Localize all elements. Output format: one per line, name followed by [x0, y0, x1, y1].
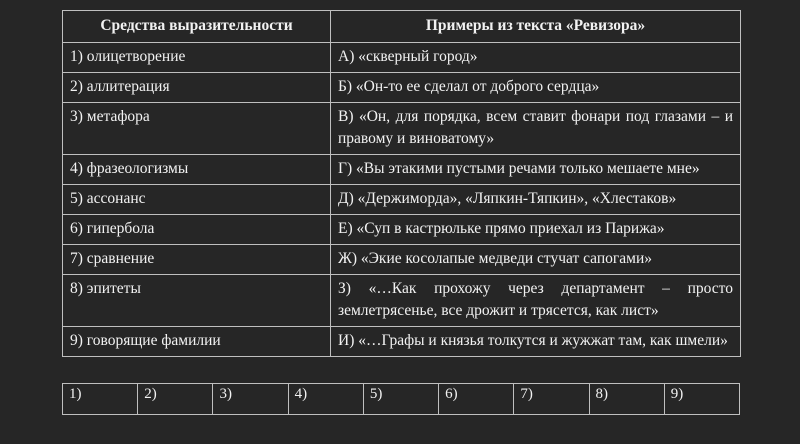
example-cell: Б) «Он-то ее сделал от доброго сердца»: [331, 73, 741, 103]
answer-cell-2[interactable]: 2): [138, 384, 213, 415]
example-cell: Ж) «Экие косолапые медведи стучат сапогами»: [331, 245, 741, 275]
example-cell: А) «скверный город»: [331, 43, 741, 73]
answer-grid: [62, 383, 740, 415]
table-header-row: [63, 11, 741, 43]
table-row: [63, 215, 741, 245]
term-cell: 1) олицетворение: [63, 43, 331, 73]
answer-cell-5[interactable]: 5): [363, 384, 438, 415]
table-row: [63, 245, 741, 275]
term-cell: 7) сравнение: [63, 245, 331, 275]
term-cell: 6) гипербола: [63, 215, 331, 245]
table-row: [63, 327, 741, 357]
table-row: [63, 103, 741, 155]
term-cell: 2) аллитерация: [63, 73, 331, 103]
term-cell: 9) говорящие фамилии: [63, 327, 331, 357]
example-cell: Д) «Держиморда», «Ляпкин-Тяпкин», «Хлестаков»: [331, 185, 741, 215]
table-row: [63, 275, 741, 327]
table-body: [63, 43, 741, 357]
answer-cell-9[interactable]: 9): [664, 384, 739, 415]
answer-cell-7[interactable]: 7): [514, 384, 589, 415]
term-cell: 3) метафора: [63, 103, 331, 155]
answer-cell-4[interactable]: 4): [288, 384, 363, 415]
answer-row: [63, 384, 740, 415]
example-cell: И) «…Графы и князья толкутся и жужжат там, как шмели»: [331, 327, 741, 357]
matching-table: [62, 10, 741, 357]
table-row: [63, 43, 741, 73]
term-cell: 5) ассонанс: [63, 185, 331, 215]
column-header-examples: Примеры из текста «Ревизора»: [331, 11, 741, 43]
column-header-means: Средства выразительности: [63, 11, 331, 43]
term-cell: 8) эпитеты: [63, 275, 331, 327]
example-cell: Г) «Вы этакими пустыми речами только мешаете мне»: [331, 155, 741, 185]
answer-cell-6[interactable]: 6): [439, 384, 514, 415]
table-row: [63, 155, 741, 185]
answer-cell-8[interactable]: 8): [589, 384, 664, 415]
table-row: [63, 185, 741, 215]
example-cell: З) «…Как прохожу через департамент – просто землетрясенье, все дрожит и трясется, как лист»: [331, 275, 741, 327]
answer-cell-3[interactable]: 3): [213, 384, 288, 415]
example-cell: В) «Он, для порядка, всем ставит фонари под глазами – и правому и виноватому»: [331, 103, 741, 155]
answer-cell-1[interactable]: 1): [63, 384, 138, 415]
answers-section: [62, 383, 740, 415]
term-cell: 4) фразеологизмы: [63, 155, 331, 185]
example-cell: Е) «Суп в кастрюльке прямо приехал из Парижа»: [331, 215, 741, 245]
table-row: [63, 73, 741, 103]
